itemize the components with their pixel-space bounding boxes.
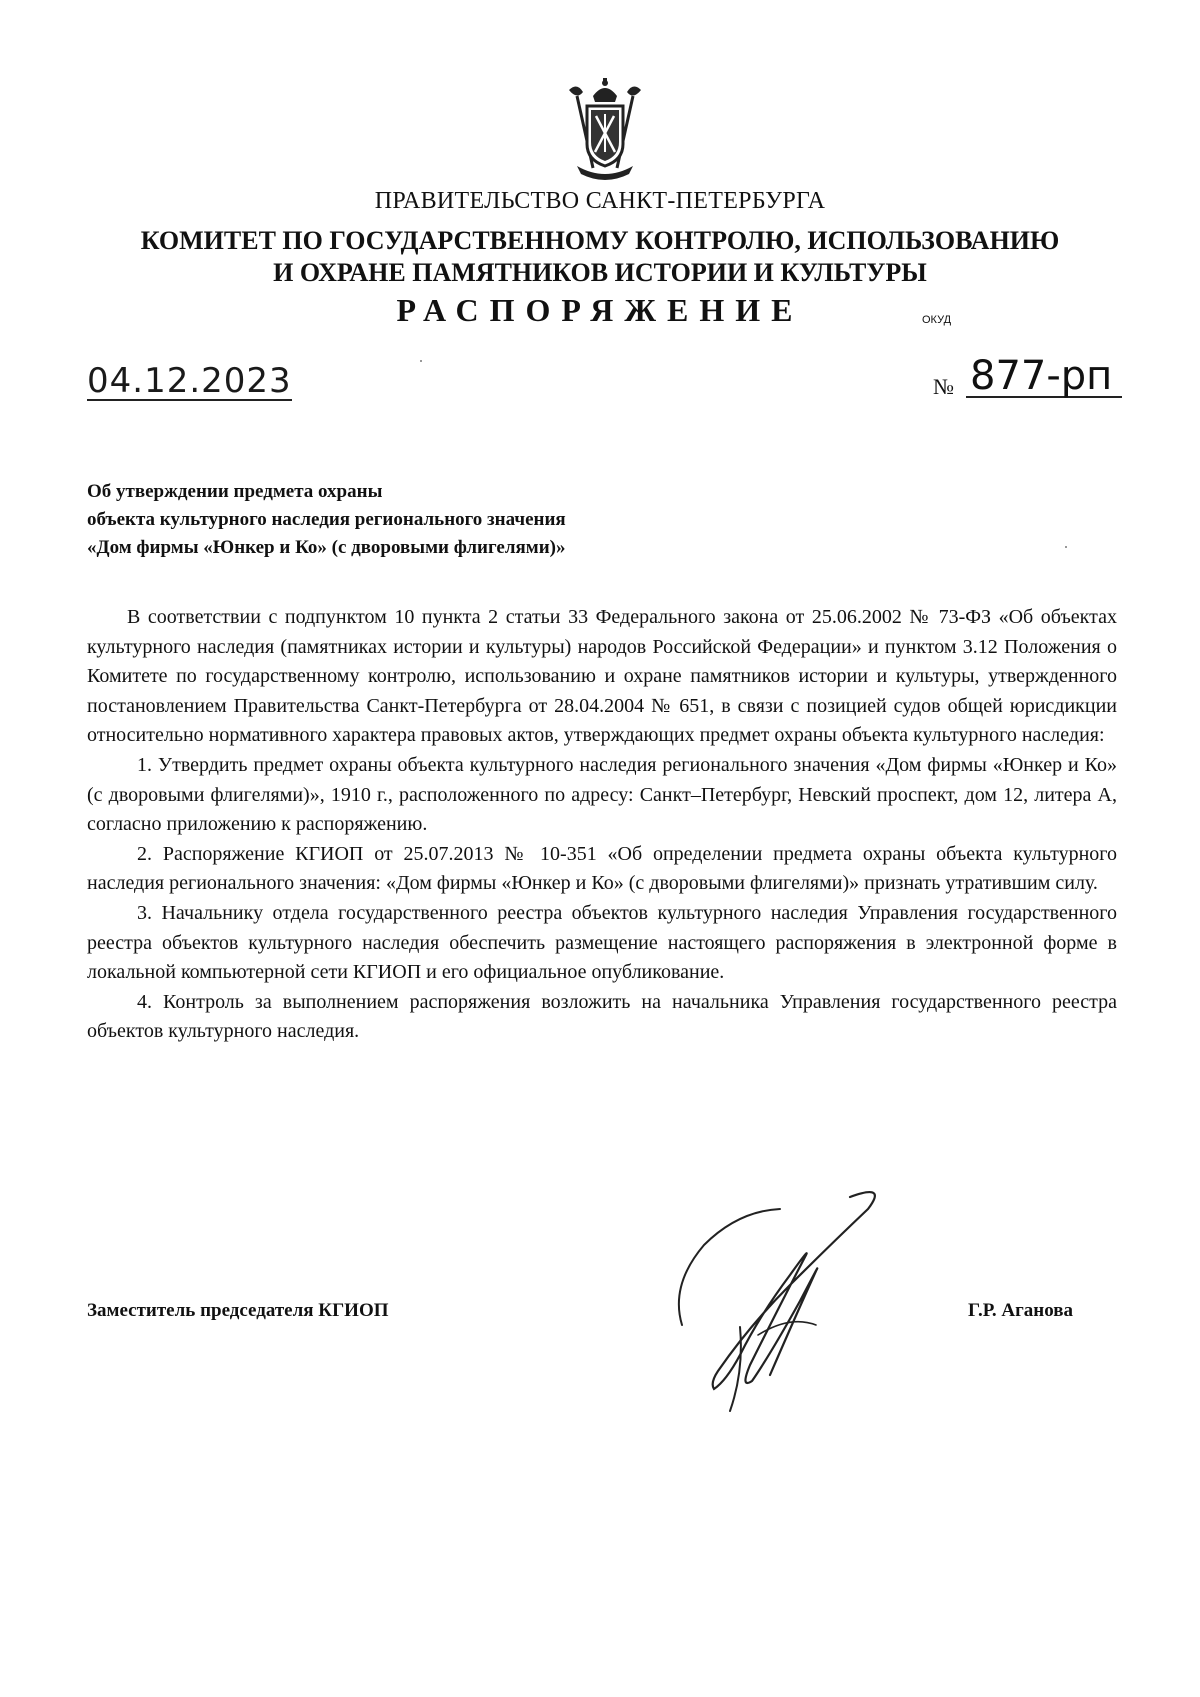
scan-speck xyxy=(420,360,422,362)
number-label: № xyxy=(933,374,954,399)
document-type-title: РАСПОРЯЖЕНИЕ xyxy=(396,292,804,328)
signatory-name: Г.Р. Аганова xyxy=(968,1300,1074,1321)
order-item-4: 4. Контроль за выполнением распоряжения возложить на начальника Управления государственного реестра объектов культурного наследия. xyxy=(87,990,1117,1043)
handwritten-signature xyxy=(640,1175,900,1415)
document-subject xyxy=(87,478,566,562)
committee-name-line-2: И ОХРАНЕ ПАМЯТНИКОВ ИСТОРИИ И КУЛЬТУРЫ xyxy=(273,258,927,287)
document-date: 04.12.2023 xyxy=(87,361,292,401)
scan-speck xyxy=(1065,546,1067,548)
okud-label: ОКУД xyxy=(922,314,952,326)
government-name: ПРАВИТЕЛЬСТВО САНКТ-ПЕТЕРБУРГА xyxy=(374,188,826,214)
committee-name-line-1: КОМИТЕТ ПО ГОСУДАРСТВЕННОМУ КОНТРОЛЮ, ИСПОЛЬЗОВАНИЮ xyxy=(140,226,1060,255)
order-item-1: 1. Утвердить предмет охраны объекта культурного наследия регионального значения «Дом фирмы «Юнкер и Ко» (с дворовыми флигелями)», 1910 г., расположенного по адресу: Санкт–Петербург, Невский проспект, дом 12, литера А, согласно приложению к распоряжению. xyxy=(87,753,1117,836)
coat-of-arms-icon xyxy=(563,78,647,182)
order-item-3: 3. Начальнику отдела государственного реестра объектов культурного наследия Управления государственного реестра объектов культурного наследия обеспечить размещение настоящего распоряжения в электронной форме в локальной компьютерной сети КГИОП и его официальное опубликование. xyxy=(87,901,1117,984)
signatory-position: Заместитель председателя КГИОП xyxy=(87,1300,389,1321)
subject-line: Об утверждении предмета охраны xyxy=(87,481,383,502)
document-number: 877-рп xyxy=(966,356,1122,398)
document-body xyxy=(87,603,1117,1047)
subject-line: «Дом фирмы «Юнкер и Ко» (с дворовыми флигелями)» xyxy=(87,537,566,558)
preamble-paragraph: В соответствии с подпунктом 10 пункта 2 статьи 33 Федерального закона от 25.06.2002 № 73-ФЗ «Об объектах культурного наследия (памятниках истории и культуры) народов Российской Федерации» и пунктом 3.12 Положения о Комитете по государственному контролю, использованию и охране памятников истории и культуры, утвержденного постановлением Правительства Санкт-Петербурга от 28.04.2004 № 651, в связи с позицией судов общей юрисдикции относительно нормативного характера правовых актов, утверждающих предмет охраны объекта культурного наследия: xyxy=(87,606,1117,747)
order-item-2: 2. Распоряжение КГИОП от 25.07.2013 № 10-351 «Об определении предмета охраны объекта культурного наследия регионального значения: «Дом фирмы «Юнкер и Ко» (с дворовыми флигелями)» признать утратившим силу. xyxy=(87,842,1117,895)
subject-line: объекта культурного наследия регионального значения xyxy=(87,509,566,530)
